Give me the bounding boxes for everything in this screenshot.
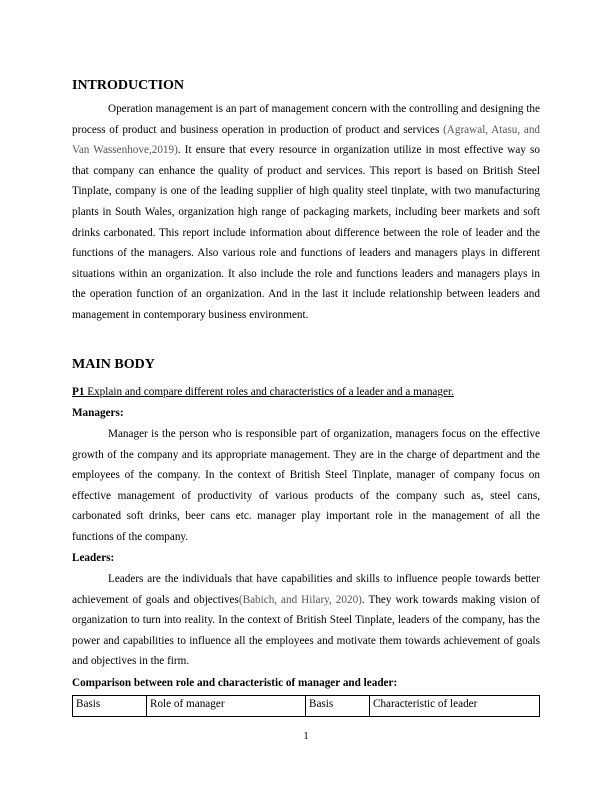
leaders-label: Leaders: <box>72 552 115 564</box>
task-p1-heading <box>72 385 454 399</box>
managers-label: Managers: <box>72 407 124 419</box>
leaders-paragraph <box>72 569 540 672</box>
page-number: 1 <box>303 730 309 742</box>
comparison-table <box>72 695 540 717</box>
table-header-cell: Role of manager <box>147 696 306 717</box>
task-text: Explain and compare different roles and characteristics of a leader and a manager. <box>84 386 454 398</box>
table-header-row <box>73 696 540 717</box>
introduction-heading: INTRODUCTION <box>72 78 185 93</box>
leaders-text-part1: Leaders are the individuals that have capabilities and skills to influence people towards better achievement of goals and objectives <box>72 573 540 606</box>
table-header-cell: Basis <box>306 696 370 717</box>
leaders-citation: (Babich, and Hilary, 2020) <box>238 593 362 606</box>
intro-citation: (Agrawal, Atasu, and Van Wassenhove,2019) <box>72 123 541 157</box>
comparison-label: Comparison between role and characteristic of manager and leader: <box>72 677 398 689</box>
introduction-paragraph <box>72 99 540 326</box>
table-header-cell: Basis <box>73 696 147 717</box>
leaders-text-part2: . They work towards making vision of organization to turn into reality. In the context of British Steel Tinplate, leaders of the company, has the power and capabilities to influence all the employees and motivate them towards achievement of goals and objectives in the firm. <box>72 593 540 668</box>
main-body-heading: MAIN BODY <box>72 357 155 372</box>
table-header-cell: Characteristic of leader <box>370 696 540 717</box>
intro-text-part2: . It ensure that every resource in organization utilize in most effective way so that company can enhance the quality of product and services. This report is based on British Steel Tinplate, company is one of the leading supplier of high quality steel tinplate, with two manufacturing plants in South Wales, organization high range of packaging markets, including beer markets and soft drinks carbonated. This report include information about difference between the role of leader and the functions of the managers. Also various role and functions of leaders and managers plays in different situations within an organization. It also include the role and functions leaders and managers plays in the operation function of an organization. And in the last it include relationship between leaders and management in contemporary business environment. <box>72 144 541 321</box>
task-code: P1 <box>72 386 85 398</box>
managers-paragraph: Manager is the person who is responsible part of organization, managers focus on the effective growth of the company and its appropriate management. They are in the charge of department and the employees of the company. In the context of British Steel Tinplate, manager of company focus on effective management of productivity of various products of the company such as, steel cans, carbonated soft drinks, beer cans etc. manager play important role in the management of all the functions of the company. <box>72 428 540 543</box>
intro-text-part1: Operation management is an part of management concern with the controlling and designing the process of product and business operation in production of product and services <box>72 103 540 136</box>
